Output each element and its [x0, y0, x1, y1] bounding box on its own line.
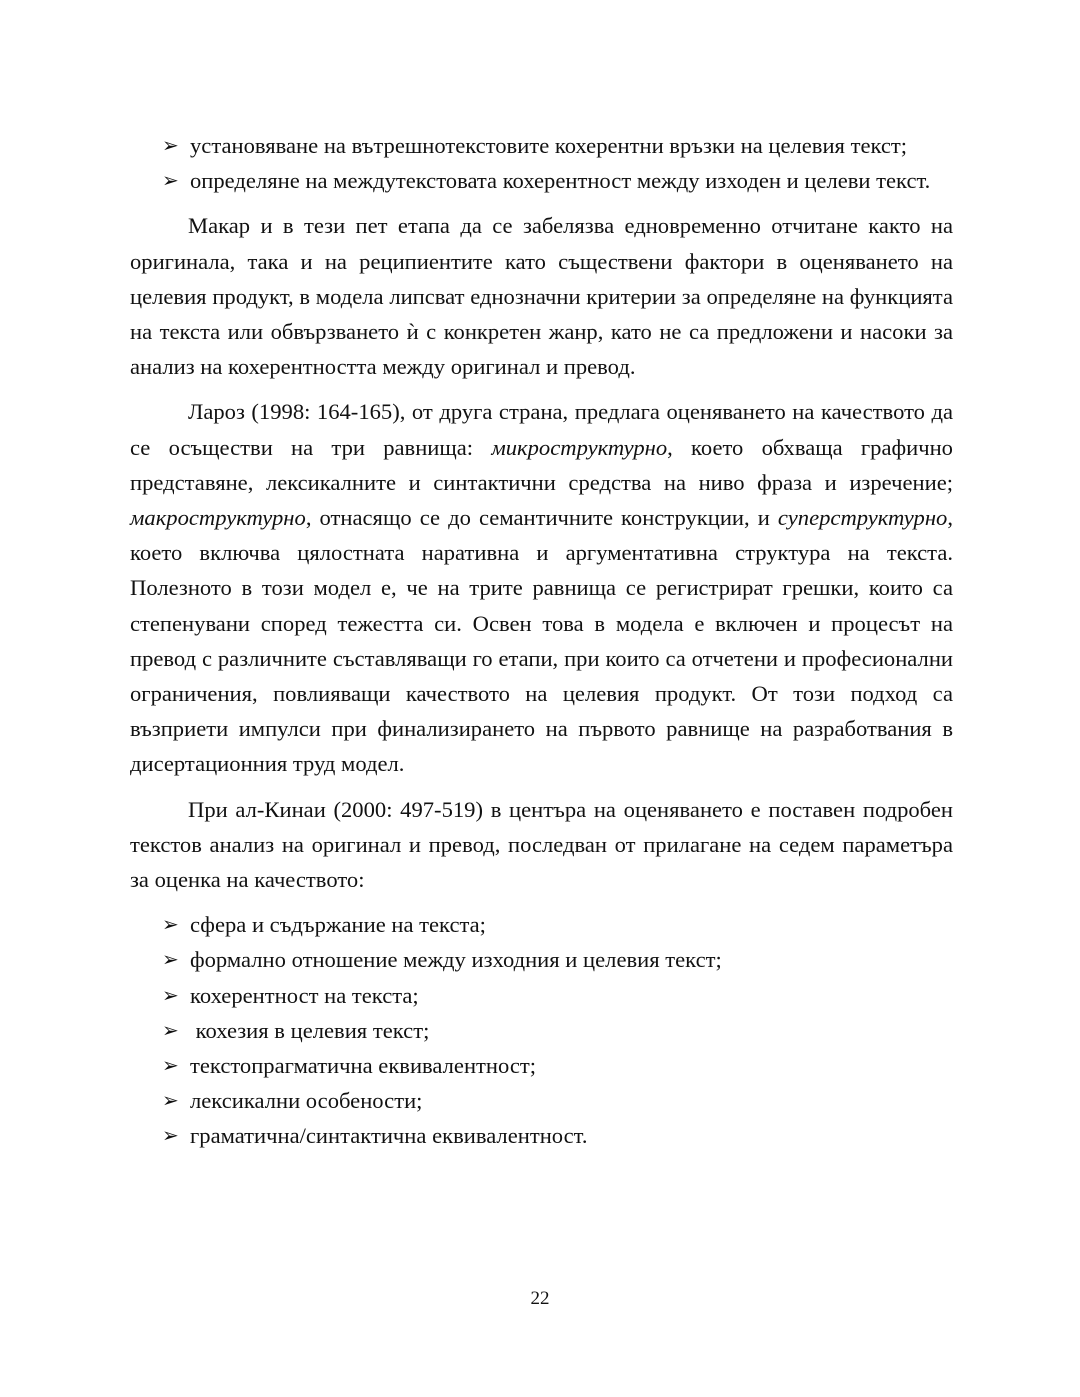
paragraph-text: , което включва цялостната наративна и аргументативна структура на текста. Полезното в този модел е, че на трите равнища се регистрират грешки, които са степенувани според тежестта си. Освен това в модела е включен и процесът на превод с различните съставляващи го етапи, при които са отчетени и професионални ограничения, повлияващи качеството на целевия продукт. От този подход са възприети импулси при финализирането на първото равнище на разработвания в дисертационния труд модел. — [130, 505, 953, 777]
page-number: 22 — [530, 1288, 550, 1309]
list-item — [130, 1013, 953, 1048]
arrow-bullet-icon: ➢ — [162, 1123, 179, 1148]
arrow-bullet-icon: ➢ — [162, 1017, 179, 1042]
term-superstructural: суперструктурно — [777, 505, 948, 531]
list-item — [130, 1083, 953, 1118]
criteria-list-top — [130, 128, 953, 198]
arrow-bullet-icon: ➢ — [162, 168, 179, 193]
list-item — [130, 128, 953, 163]
list-item-text: текстопрагматична еквивалентност; — [190, 1053, 537, 1079]
quality-parameters-list — [130, 907, 953, 1153]
list-item-text: кохерентност на текста; — [190, 982, 419, 1008]
arrow-bullet-icon: ➢ — [162, 947, 179, 972]
list-item — [130, 907, 953, 942]
paragraph-laroz — [130, 394, 953, 781]
list-item — [130, 1118, 953, 1153]
document-page — [130, 128, 953, 1154]
arrow-bullet-icon: ➢ — [162, 133, 179, 157]
arrow-bullet-icon: ➢ — [162, 1053, 179, 1078]
arrow-bullet-icon: ➢ — [162, 912, 179, 937]
term-macrostructural: макроструктурно — [130, 505, 306, 531]
list-item-text: граматична/синтактична еквивалентност. — [190, 1123, 588, 1149]
arrow-bullet-icon: ➢ — [162, 1088, 179, 1113]
list-item-text: кохезия в целевия текст; — [190, 1017, 430, 1043]
paragraph-text: Лароз (1998: 164-165), от друга страна, предлага оценяването на качеството да се осъществи на три равнища: — [130, 399, 953, 460]
list-item — [130, 978, 953, 1013]
list-item-text: лексикални особености; — [190, 1088, 423, 1114]
list-item-text: сфера и съдържание на текста; — [190, 912, 486, 938]
paragraph-five-stages: Макар и в тези пет етапа да се забелязва едновременно отчитане както на оригинала, така и на реципиентите като съществени фактори в оценяването на целевия продукт, в модела липсват еднозначни критерии за определяне на функцията на текста или обвързването ѝ с конкретен жанр, като не са предложени и насоки за анализ на кохерентността между оригинал и превод. — [130, 213, 953, 380]
paragraph-al-kinai: При ал-Кинаи (2000: 497-519) в центъра на оценяването е поставен подробен текстов анализ на оригинал и превод, последван от прилагане на седем параметъра за оценка на качеството: — [130, 796, 953, 893]
list-item-text: определяне на междутекстовата кохерентност между изходен и целеви текст. — [190, 168, 931, 194]
arrow-bullet-icon: ➢ — [162, 982, 179, 1007]
list-item — [130, 163, 953, 198]
list-item-text: установяване на вътрешнотекстовите кохерентни връзки на целевия текст; — [190, 133, 908, 158]
list-item — [130, 942, 953, 977]
list-item-text: формално отношение между изходния и целевия текст; — [190, 947, 722, 973]
term-microstructural: микроструктурно — [491, 434, 668, 460]
paragraph-text: , отнасящо се до семантичните конструкции, и — [305, 505, 778, 531]
list-item — [130, 1048, 953, 1083]
paragraph-text: , което обхваща графично представяне, лексикалните и синтактични средства на ниво фраза и изречение; — [130, 434, 953, 495]
